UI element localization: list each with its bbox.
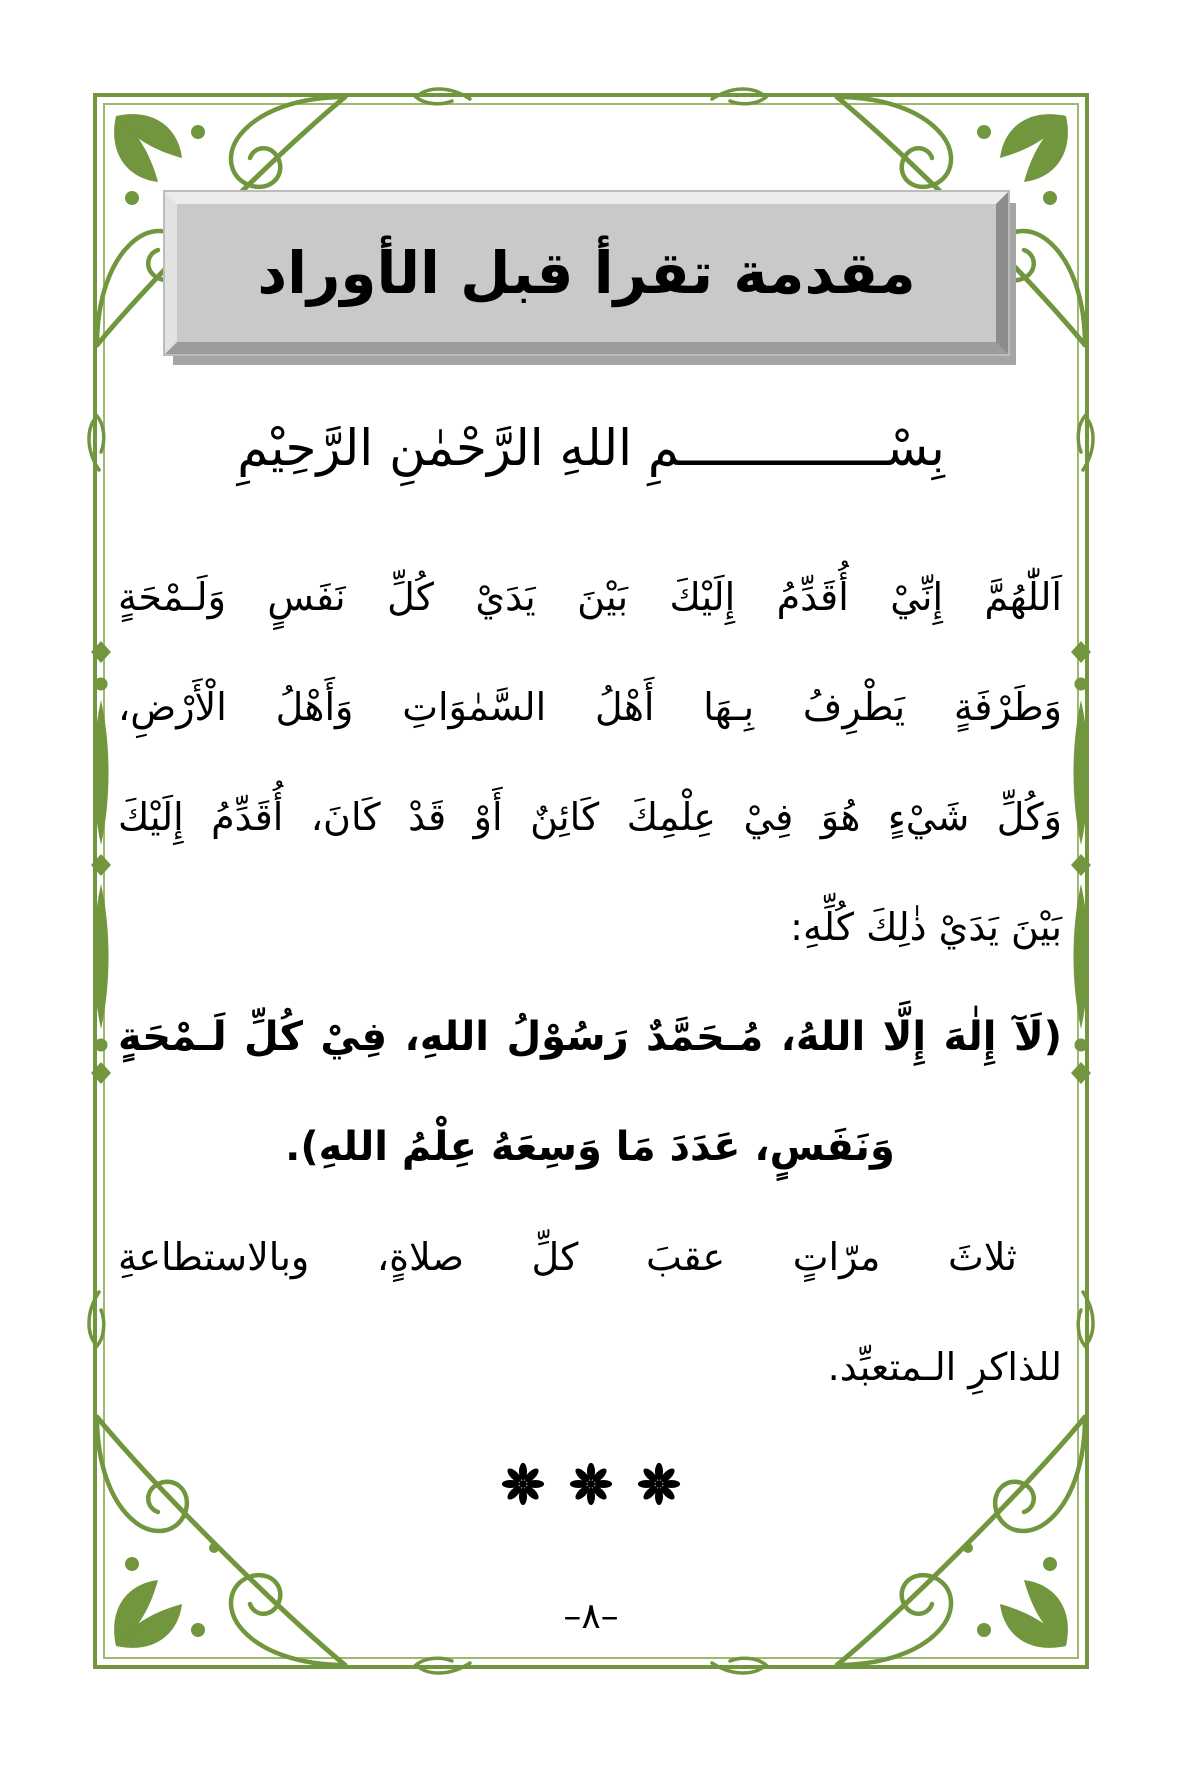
- body-line: بَيْنَ يَدَيْ ذٰلِكَ كُلِّهِ:: [790, 905, 1062, 949]
- body-line: وَكُلِّ شَيْءٍ هُوَ فِيْ عِلْمِكَ كَائِنٌ أَوْ قَدْ كَانَ، أُقَدِّمُ إِلَيْكَ: [118, 795, 1062, 839]
- chapter-title: مقدمة تقرأ قبل الأوراد: [257, 239, 916, 307]
- body-line: وَطَرْفَةٍ يَطْرِفُ بِـهَا أَهْلُ السَّمٰوَاتِ وَأَهْلُ الْأَرْضِ،: [118, 685, 1062, 729]
- flower-asterisk-icon: [569, 1462, 613, 1506]
- body-text: [118, 542, 1062, 1422]
- body-line: اَللّٰهُمَّ إِنِّيْ أُقَدِّمُ إِلَيْكَ بَيْنَ يَدَيْ كُلِّ نَفَسٍ وَلَـمْحَةٍ: [118, 575, 1062, 619]
- chapter-title-box: [165, 192, 1008, 354]
- body-line: للذاكرِ الـمتعبِّد.: [827, 1345, 1062, 1389]
- page-number: –٨–: [563, 1596, 619, 1637]
- flower-asterisk-icon: [501, 1462, 545, 1506]
- flower-asterisk-icon: [637, 1462, 681, 1506]
- body-line-dhikr: وَنَفَسٍ، عَدَدَ مَا وَسِعَهُ عِلْمُ اللهِ).: [285, 1124, 895, 1170]
- body-line-dhikr: (لَآ إِلٰهَ إِلَّا اللهُ، مُـحَمَّدٌ رَسُوْلُ اللهِ، فِيْ كُلِّ لَـمْحَةٍ: [118, 1014, 1062, 1060]
- basmala-calligraphy: بِسْــــــــــــــمِ اللهِ الرَّحْمٰنِ الرَّحِيْمِ: [237, 419, 945, 477]
- section-separator: [0, 1462, 1182, 1506]
- body-line: ثلاثَ مرّاتٍ عقبَ كلِّ صلاةٍ، وبالاستطاعةِ: [118, 1235, 1017, 1279]
